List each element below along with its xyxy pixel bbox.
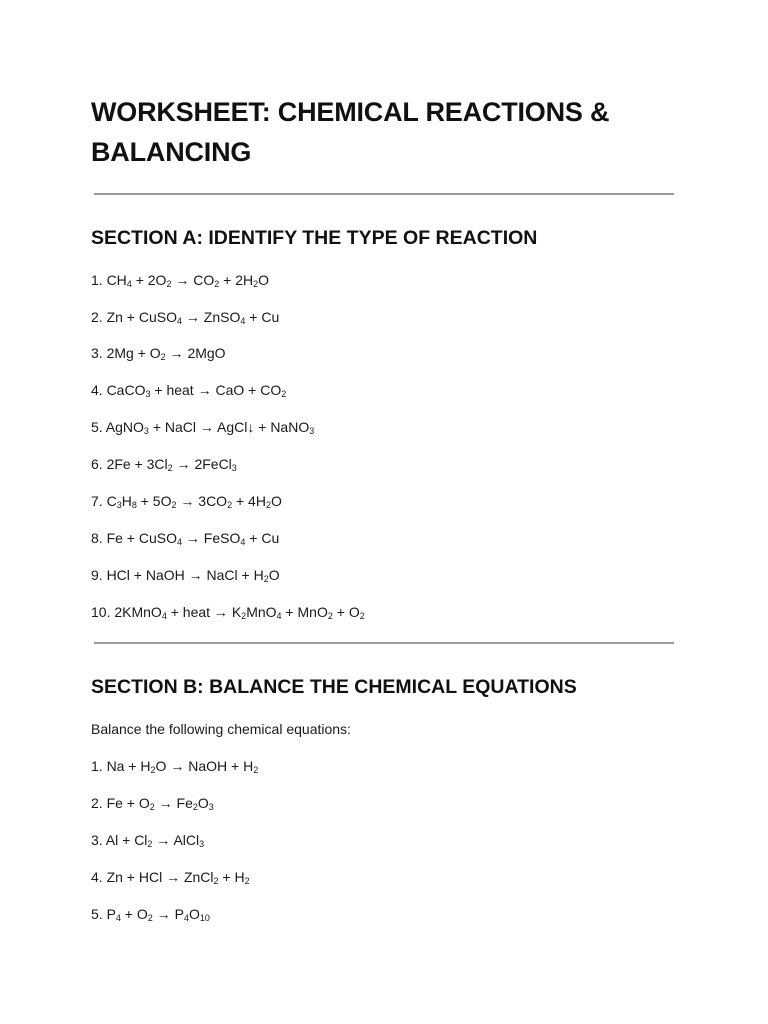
section-a-item-10: 10. 2KMnO$_4$ + heat → $K_2MnO_4 + MnO_2 + O_2$ bbox=[91, 604, 365, 621]
section-a-item-7: 7. $C_3H_8 + 5O_2 \to 3CO_2 + 4H_2O$ bbox=[91, 493, 282, 510]
divider-top bbox=[94, 193, 674, 195]
section-a-item-2: 2. Zn + CuSO$_4$ → ZnSO$_4$ + Cu bbox=[91, 309, 280, 326]
section-a-item-6: 6. $2Fe + 3Cl_2$ → 2FeCl$_3$ bbox=[91, 456, 237, 473]
section-a-item-3: 3. $2Mg + O_2 \to 2MgO$ bbox=[91, 345, 226, 362]
section-b-item-3: 3. $Al + Cl_2$ → AlCl$_3$ bbox=[91, 832, 205, 849]
section-b-item-4: 4. Zn + HCl → ZnCl$_2$ + $H_2$ bbox=[91, 869, 250, 886]
worksheet-title: WORKSHEET: CHEMICAL REACTIONS & BALANCING bbox=[91, 97, 610, 167]
section-b-item-2: 2. $Fe + O_2 \to Fe_2O_3$ bbox=[91, 795, 214, 812]
section-a-item-9: 9. HCl + NaOH → NaCl + $H_2O$ bbox=[91, 567, 280, 584]
section-b-item-1: 1. $Na + H_2O$ → NaOH + $H_2$ bbox=[91, 758, 259, 775]
section-b-heading: SECTION B: BALANCE THE CHEMICAL EQUATIONS bbox=[91, 676, 577, 698]
section-a-item-8: 8. Fe + CuSO$_4$ → FeSO$_4$ + Cu bbox=[91, 530, 280, 547]
section-b-item-5: 5. $P_4 + O_2 \to P_4O_{10}$ bbox=[91, 906, 210, 923]
section-a-heading: SECTION A: IDENTIFY THE TYPE OF REACTION bbox=[91, 227, 538, 249]
section-a-item-5: 5. AgNO$_3$ + NaCl → AgCl↓ + NaNO$_3$ bbox=[91, 419, 315, 436]
section-b-instruction: Balance the following chemical equations: bbox=[91, 721, 351, 737]
section-a-item-1: 1. $CH_4 + 2O_2 \to CO_2 + 2H_2O$ bbox=[91, 272, 270, 289]
divider-middle bbox=[94, 642, 674, 644]
section-a-item-4: 4. CaCO$_3$ + heat → CaO + $CO_2$ bbox=[91, 382, 287, 399]
